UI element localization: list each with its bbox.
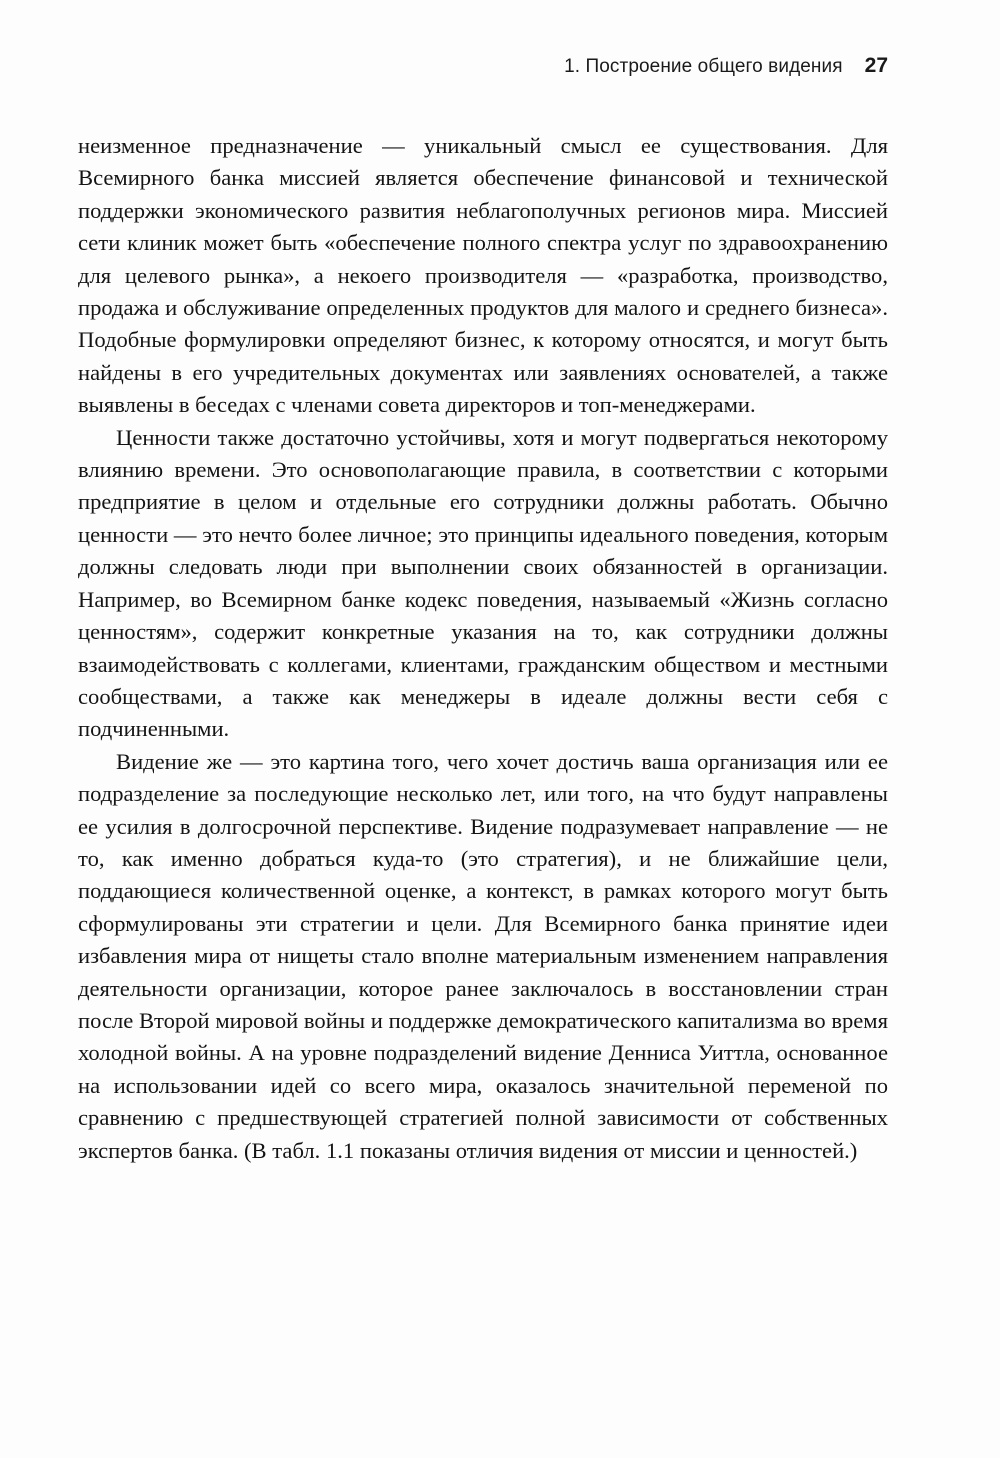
paragraph-mission: неизменное предназначение — уникальный смысл ее существования. Для Всемирного банка миссией является обеспечение финансовой и технической поддержки экономического развития неблагополучных регионов мира. Миссией сети клиник может быть «обеспечение полного спектра услуг по здравоохранению для целевого рынка», а некоего производителя — «разработка, производство, продажа и обслуживание определенных продуктов для малого и среднего бизнеса». Подобные формулировки определяют бизнес, к которому относятся, и могут быть найдены в его учредительных документах или заявлениях основателей, а также выявлены в беседах с членами совета директоров и топ-менеджерами. [78, 133, 888, 418]
paragraph-values: Ценности также достаточно устойчивы, хотя и могут подвергаться некоторому влиянию времени. Это основополагающие правила, в соответствии с которыми предприятие в целом и отдельные его сотрудники должны работать. Обычно ценности — это нечто более личное; это принципы идеального поведения, которым должны следовать люди при выполнении своих обязанностей в организации. Например, во Всемирном банке кодекс поведения, называемый «Жизнь согласно ценностям», содержит конкретные указания на то, как сотрудники должны взаимодействовать с коллегами, клиентами, гражданским обществом и местными сообществами, а также как менеджеры в идеале должны вести себя с подчиненными. [78, 424, 888, 742]
running-header [564, 54, 888, 78]
body-text [78, 130, 888, 1167]
paragraph-vision: Видение же — это картина того, чего хочет достичь ваша организация или ее подразделение за последующие несколько лет, или того, на что будут направлены ее усилия в долгосрочной перспективе. Видение подразумевает направление — не то, как именно добраться куда-то (это стратегия), и не ближайшие цели, поддающиеся количественной оценке, а контекст, в рамках которого могут быть сформулированы эти стратегии и цели. Для Всемирного банка принятие идеи избавления мира от нищеты стало вполне материальным изменением направления деятельности организации, которое ранее заключалось в восстановлении стран после Второй мировой войны и поддержке демократического капитализма во время холодной войны. А на уровне подразделений видение Денниса Уиттла, основанное на использовании идей со всего мира, оказалось значительной переменой по сравнению с предшествующей стратегией полной зависимости от собственных экспертов банка. (В табл. 1.1 показаны отличия видения от миссии и ценностей.) [78, 748, 888, 1163]
chapter-title: 1. Построение общего видения [564, 56, 843, 77]
page-number: 27 [864, 54, 888, 77]
